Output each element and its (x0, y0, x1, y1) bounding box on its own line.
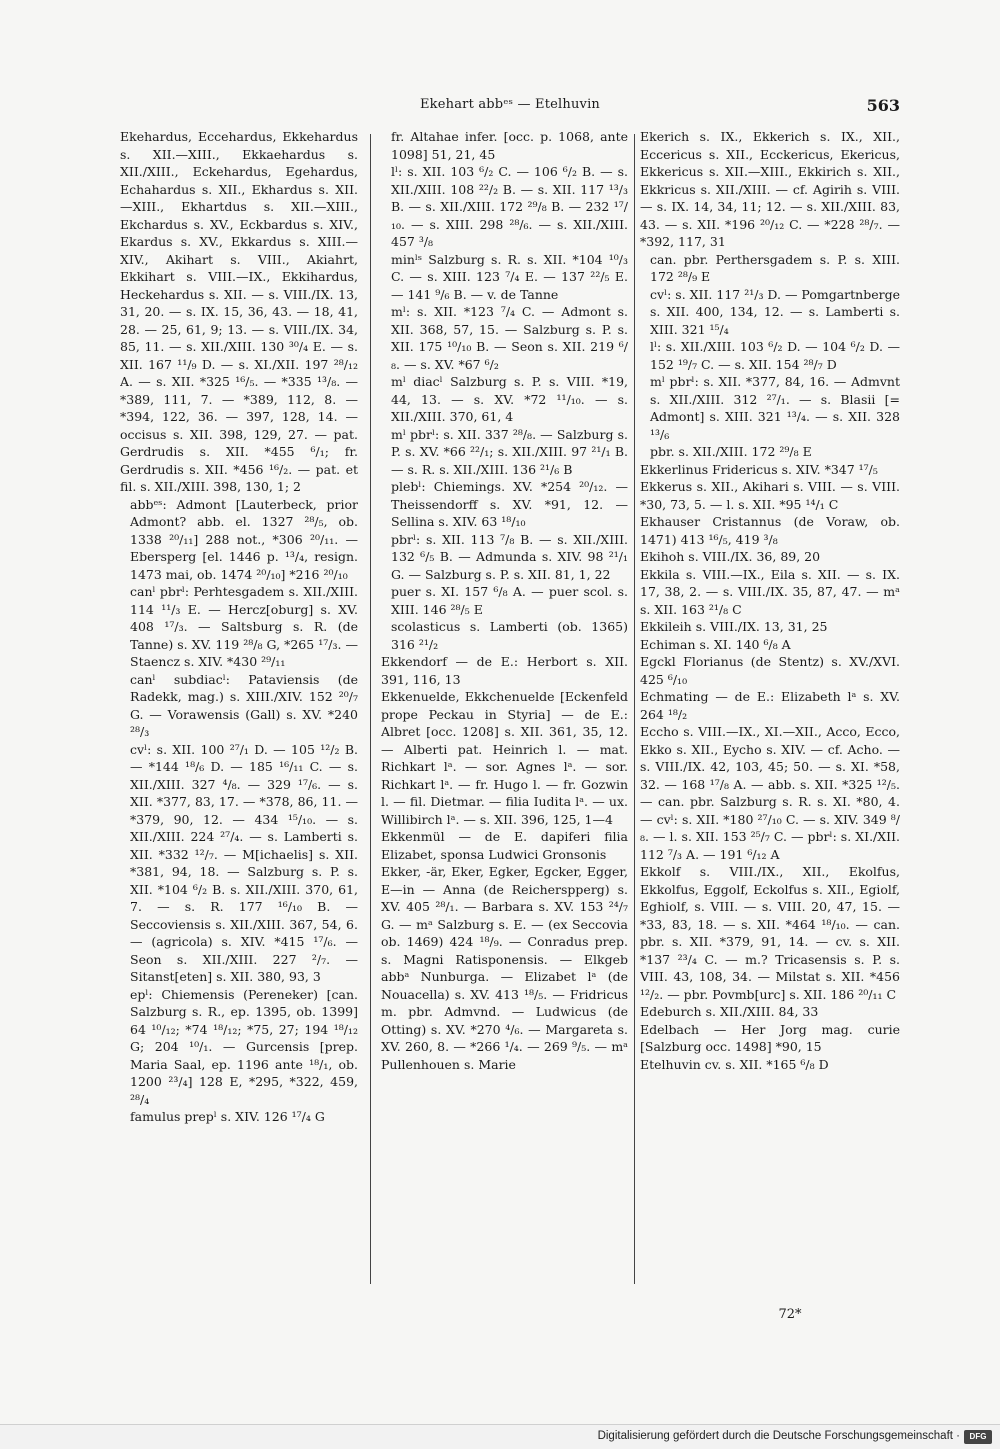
index-entry: Ekkenmül — de E. dapiferi filia Elizabet, sponsa Ludwici Gronsonis (381, 829, 628, 862)
index-entry: epˡ: Chiemensis (Pereneker) [can. Salzburg s. R., ep. 1395, ob. 1399] 64 ¹⁰/₁₂; *74 ¹⁸/₁₂; *75, 27; 194 ¹⁸/₁₂ G; 204 ¹⁰/₁. — Gurcensis [prep. Maria Saal, ep. 1196 ante ¹⁸/₁, ob. 1200 ²³/₄] 128 E, *295, *322, 459, ²⁸/₄ (130, 986, 358, 1107)
index-entry: Egckl Florianus (de Stentz) s. XV./XVI. 425 ⁶/₁₀ (640, 654, 900, 687)
index-entry: Ekkenuelde, Ekkchenuelde [Eckenfeld prope Peckau in Styria] — de E.: Albret [occ. 1208] s. XII. 361, 35, 12. — Alberti pat. Heinrich l. — mat. Richkart lᵃ. — sor. Agnes lᵃ. — sor. Richkart lᵃ. — fr. Hugo l. — fr. Gozwin l. — fil. Dietmar. — filia Iudita lᵃ. — ux. Willibirch lᵃ. — s. XII. 396, 125, 1—4 (381, 689, 628, 827)
column-divider (634, 134, 635, 1284)
index-entry: Ekkila s. VIII.—IX., Eila s. XII. — s. IX. 17, 38, 2. — s. VIII./IX. 35, 87, 47. — mᵃ s. XII. 163 ²¹/₈ C (640, 566, 900, 617)
index-entry: Ekhauser Cristannus (de Voraw, ob. 1471) 413 ¹⁶/₅, 419 ³/₈ (640, 514, 900, 547)
index-entry: mˡ pbrˡ: s. XII. 337 ²⁸/₈. — Salzburg s. P. s. XV. *66 ²²/₁; s. XII./XIII. 97 ²¹/₁ B. — s. R. s. XII./XIII. 136 ²¹/₆ B (391, 426, 628, 477)
sheet-signature: 72* (778, 1307, 802, 1322)
index-entry: pbrˡ: s. XII. 113 ⁷/₈ B. — s. XII./XIII. 132 ⁶/₅ B. — Admunda s. XIV. 98 ²¹/₁ G. — Salzburg s. P. s. XII. 81, 1, 22 (391, 531, 628, 582)
index-entry: minˡˢ Salzburg s. R. s. XII. *104 ¹⁰/₃ C. — s. XIII. 123 ⁷/₄ E. — 137 ²²/₅ E. — 141 ⁹/₆ B. — v. de Tanne (391, 251, 628, 302)
index-entry: can. pbr. Perthersgadem s. P. s. XIII. 172 ²⁸/₉ E (650, 251, 900, 284)
dfg-logo-icon: DFG (964, 1430, 992, 1444)
index-entry: Ekerich s. IX., Ekkerich s. IX., XII., Eccericus s. XII., Ecckericus, Ekericus, Ekkericus s. XII.—XIII., Ekkirich s. XII., Ekkricus s. XII./XIII. — cf. Agirih s. VIII. — s. IX. 14, 34, 11; 12. — s. XII./XIII. 83, 43. — s. XII. *196 ²⁰/₁₂ C. — *228 ²⁸/₇. — *392, 117, 31 (640, 129, 900, 249)
index-entry: Ekkileih s. VIII./IX. 13, 31, 25 (640, 619, 828, 634)
running-head: Ekehart abbᵉˢ — Etelhuvin (419, 97, 600, 112)
index-entry: pbr. s. XII./XIII. 172 ²⁹/₈ E (650, 444, 812, 459)
index-entry: plebˡ: Chiemings. XV. *254 ²⁰/₁₂. — Theissendorff s. XV. *91, 12. — Sellina s. XIV. 63 ¹⁸/₁₀ (391, 479, 628, 529)
index-entry: cvˡ: s. XII. 117 ²¹/₃ D. — Pomgartnberge s. XII. 400, 134, 12. — s. Lamberti s. XIII. 321 ¹⁵/₄ (650, 286, 900, 337)
footer-credit: Digitalisierung gefördert durch die Deutsche Forschungsgemeinschaft · (597, 1430, 960, 1442)
index-entry: Eccho s. VIII.—IX., XI.—XII., Acco, Ecco, Ekko s. XII., Eycho s. XIV. — cf. Acho. — s. VIII./IX. 42, 103, 45; 50. — s. XI. *58, 32. — 168 ¹⁷/₈ A. — abb. s. XII. *325 ¹²/₅. — can. pbr. Salzburg s. R. s. XI. *80, 4. — cvˡ: s. XII. *180 ²⁷/₁₀ C. — s. XIV. 349 ⁸/₈. — l. s. XII. 153 ²⁵/₇ C. — pbrˡ: s. XI./XII. 112 ⁷/₃ A. — 191 ⁶/₁₂ A (640, 724, 900, 862)
footer-bar (0, 1424, 1000, 1449)
index-entry: famulus prepˡ s. XIV. 126 ¹⁷/₄ G (130, 1109, 325, 1124)
index-entry: Ekkolf s. VIII./IX., XII., Ekolfus, Ekkolfus, Eggolf, Eckolfus s. XII., Egiolf, Eghiolf, s. VIII. — s. VIII. 20, 47, 15. — *33, 83, 18. — s. XII. *464 ¹⁸/₁₀. — can. pbr. s. XII. *379, 91, 14. — cv. s. XII. *137 ²³/₄ C. — m.? Tricasensis s. P. s. VIII. 43, 108, 34. — Milstat s. XII. *456 ¹²/₂. — pbr. Povmb[urc] s. XII. 186 ²⁰/₁₁ C (640, 864, 900, 1002)
index-entry: scolasticus s. Lamberti (ob. 1365) 316 ²¹/₂ (391, 619, 628, 652)
index-column-1 (120, 128, 358, 1308)
index-entry: Edeburch s. XII./XIII. 84, 33 (640, 1004, 819, 1019)
index-entry: Edelbach — Her Jorg mag. curie [Salzburg occ. 1498] *90, 15 (640, 1021, 900, 1054)
page-number: 563 (866, 96, 900, 115)
index-entry: Ekker, -är, Eker, Egker, Egcker, Egger, E—in — Anna (de Reicherspperg) s. XV. 405 ²⁸/₁. — Barbara s. XV. 153 ²⁴/₇ G. — mᵃ Salzburg s. E. — (ex Seccovia ob. 1469) 424 ¹⁸/₉. — Conradus prep. s. Magni Ratisponensis. — Elkgeb abbᵃ Nunburga. — Elizabet lᵃ (de Nouacella) s. XV. 413 ¹⁸/₅. — Fridricus m. pbr. Admvnd. — Ludwicus (de Otting) s. XV. *270 ⁴/₆. — Margareta s. XV. 260, 8. — *266 ¹/₄. — 269 ⁹/₅. — mᵃ Pullenhouen s. Marie (381, 864, 628, 1072)
index-entry: mˡ diacˡ Salzburg s. P. s. VIII. *19, 44, 13. — s. XV. *72 ¹¹/₁₀. — s. XII./XIII. 370, 61, 4 (391, 374, 628, 424)
index-entry: Echiman s. XI. 140 ⁶/₈ A (640, 636, 791, 652)
index-entry: abbᵉˢ: Admont [Lauterbeck, prior Admont? abb. el. 1327 ²⁸/₅, ob. 1338 ²⁰/₁₁] 288 not., *306 ²⁰/₁₁. — Ebersperg [el. 1446 p. ¹³/₄, resign. 1473 mai, ob. 1474 ²⁰/₁₀] *216 ²⁰/₁₀ (130, 496, 358, 582)
index-entry: Ekehardus, Eccehardus, Ekkehardus s. XII.—XIII., Ekkaehardus s. XII./XIII., Eckehardus, Egehardus, Echahardus s. XII., Ekhardus s. XII.—XIII., Ekhartdus s. XII.—XIII., Ekchardus s. XV., Eckbardus s. XIV., Ekardus s. XV., Ekkardus s. XIII.—XIV., Akihart s. VIII., Akiahrt, Ekkihart s. VIII.—IX., Ekkihardus, Heckehardus s. XII. — s. VIII./IX. 13, 31, 20. — s. IX. 15, 36, 43. — 18, 41, 28. — 25, 61, 9; 13. — s. VIII./IX. 34, 85, 11. — s. XII./XIII. 130 ³⁰/₄ E. — s. XII. 167 ¹¹/₉ D. — s. XI./XII. 197 ²⁸/₁₂ A. — s. XII. *325 ¹⁶/₅. — *335 ¹³/₈. — *389, 111, 7. — *389, 112, 8. — *394, 122, 36. — 397, 128, 14. — occisus s. XII. 398, 129, 27. — pat. Gerdrudis s. XII. *455 ⁶/₁; fr. Gerdrudis s. XII. *456 ¹⁶/₂. — pat. et fil. s. XII./XIII. 398, 130, 1; 2 (120, 129, 358, 494)
index-entry: Ekkerlinus Fridericus s. XIV. *347 ¹⁷/₅ (640, 461, 878, 477)
index-entry: mˡ pbrˡ: s. XII. *377, 84, 16. — Admvnt s. XII./XIII. 312 ²⁷/₁. — s. Blasii [= Admont] s. XIII. 321 ¹³/₄. — s. XII. 328 ¹³/₆ (650, 374, 900, 442)
index-entry: Ekkerus s. XII., Akihari s. VIII. — s. VIII. *30, 73, 5. — l. s. XII. *95 ¹⁴/₁ C (640, 479, 900, 512)
index-entry: Ekihoh s. VIII./IX. 36, 89, 20 (640, 549, 821, 564)
index-entry: mˡ: s. XII. *123 ⁷/₄ C. — Admont s. XII. 368, 57, 15. — Salzburg s. P. s. XII. 175 ¹⁰/₁₀ B. — Seon s. XII. 219 ⁶/₈. — s. XV. *67 ⁶/₂ (391, 304, 628, 372)
index-entry: Ekkendorf — de E.: Herbort s. XII. 391, 116, 13 (381, 654, 628, 687)
index-entry: Etelhuvin cv. s. XII. *165 ⁶/₈ D (640, 1056, 829, 1072)
index-entry: puer s. XI. 157 ⁶/₈ A. — puer scol. s. XIII. 146 ²⁸/₅ E (391, 584, 628, 617)
index-entry: lˡ: s. XII./XIII. 103 ⁶/₂ D. — 104 ⁶/₂ D. — 152 ¹⁹/₇ C. — s. XII. 154 ²⁸/₇ D (650, 339, 900, 372)
index-entry: canˡ pbrˡ: Perhtesgadem s. XII./XIII. 114 ¹¹/₃ E. — Hercz[oburg] s. XV. 408 ¹⁷/₃. — Saltsburg s. R. (de Tanne) s. XV. 119 ²⁸/₈ G, *265 ¹⁷/₃. — Staencz s. XIV. *430 ²⁹/₁₁ (130, 584, 358, 669)
index-entry: cvˡ: s. XII. 100 ²⁷/₁ D. — 105 ¹²/₂ B. — *144 ¹⁸/₆ D. — 185 ¹⁶/₁₁ C. — s. XII./XIII. 327 ⁴/₈. — 329 ¹⁷/₆. — s. XII. *377, 83, 17. — *378, 86, 11. — *379, 90, 12. — 434 ¹⁵/₁₀. — s. XII./XIII. 224 ²⁷/₄. — s. Lamberti s. XII. *332 ¹²/₇. — M[ichaelis] s. XII. *381, 94, 18. — Salzburg s. P. s. XII. *104 ⁶/₂ B. s. XII./XIII. 370, 61, 7. — s. R. 177 ¹⁶/₁₀ B. — Seccoviensis s. XII./XIII. 367, 54, 6. — (agricola) s. XIV. *415 ¹⁷/₆. — Seon s. XII./XIII. 227 ²/₇. — Sitanst[eten] s. XII. 380, 93, 3 (130, 741, 358, 984)
index-column-3 (640, 128, 900, 1308)
index-column-2 (381, 128, 628, 1308)
index-entry: lˡ: s. XII. 103 ⁶/₂ C. — 106 ⁶/₂ B. — s. XII./XIII. 108 ²²/₂ B. — s. XII. 117 ¹³/₃ B. — s. XII./XIII. 172 ²⁹/₈ B. — 232 ¹⁷/₁₀. — s. XIII. 298 ²⁸/₆. — s. XII./XIII. 457 ³/₈ (391, 164, 628, 249)
index-entry: canˡ subdiacˡ: Pataviensis (de Radekk, mag.) s. XIII./XIV. 152 ²⁰/₇ G. — Vorawensis (Gall) s. XV. *240 ²⁸/₃ (130, 671, 358, 739)
column-divider (370, 134, 371, 1284)
index-entry: fr. Altahae infer. [occ. p. 1068, ante 1098] 51, 21, 45 (391, 129, 628, 162)
index-entry: Echmating — de E.: Elizabeth lᵃ s. XV. 264 ¹⁸/₂ (640, 689, 900, 722)
